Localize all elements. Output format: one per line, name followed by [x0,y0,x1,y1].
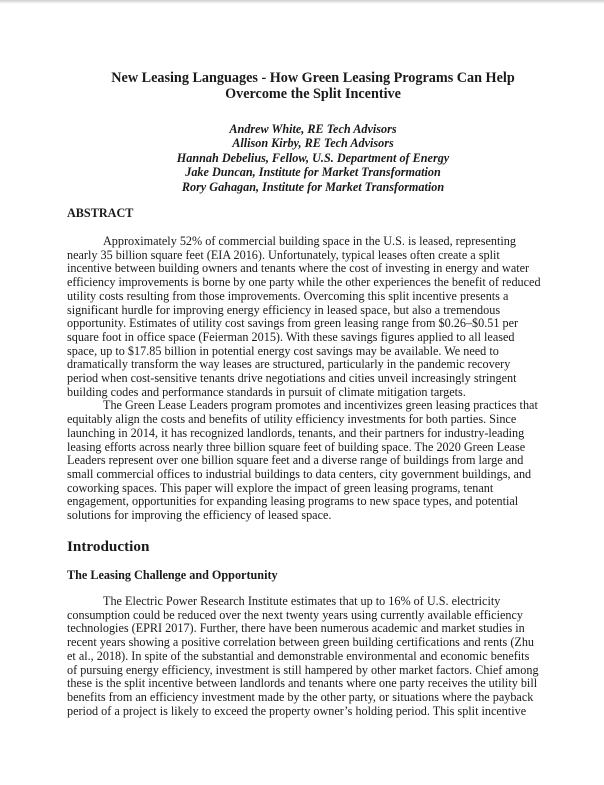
text-line: opportunity. Estimates of utility cost savings from green leasing range from $0.26–$0.51 per [67,316,519,331]
text-line: et al., 2018). In spite of the substantial and demonstrable environmental and economic benefits [67,648,530,663]
paper-title [0,70,604,102]
text-line: efficiency improvements is borne by one party while the other experiences the benefit of reduced [67,275,541,290]
text-line: coworking spaces. This paper will explore the impact of green leasing programs, tenant [67,480,494,495]
text-line: these is the split incentive between landlords and tenants where one party receives the utility bill [67,676,538,691]
viewer-top-edge [0,0,604,4]
text-line: technologies (EPRI 2017). Further, there have been numerous academic and market studies in [67,621,525,636]
text-line: utility costs resulting from those improvements. Overcoming this split incentive presents a [67,288,509,303]
abstract-heading: ABSTRACT [67,206,134,220]
text-line: incentive between building owners and tenants where the cost of investing in energy and water [67,261,530,276]
text-line: square foot in office space (Feierman 2015). With these savings figures applied to all leased [67,329,515,344]
text-line: Leaders represent over one billion square feet and a diverse range of buildings from large and [67,453,524,468]
text-line: period of a project is likely to exceed the property owner’s holding period. This split incentive [67,703,527,718]
text-line: engagement, opportunities for expanding leasing programs to new space types, and potential [67,494,519,509]
text-line: leasing efforts across nearly three billion square feet of building space. The 2020 Green Lease [67,439,526,454]
abstract-paragraph [67,235,547,523]
text-line: consumption could be reduced over the next twenty years using currently available efficiency [67,607,523,622]
author: Allison Kirby, RE Tech Advisors [232,136,394,151]
text-line: benefits from an efficiency investment made by the other party, or situations where the payback [67,689,534,704]
author: Andrew White, RE Tech Advisors [229,122,397,136]
text-line: Approximately 52% of commercial building space in the U.S. is leased, representing [103,234,516,248]
subsection-heading: The Leasing Challenge and Opportunity [67,568,278,582]
text-line: equitably align the costs and benefits of utility efficiency investments for both parties. Since [67,412,517,427]
text-line: significant hurdle for improving energy efficiency in leased space, but also a tremendous [67,302,501,317]
text-line: recent years showing a positive correlation between green building certifications and rents (Zhu [67,635,535,650]
introduction-paragraph [67,595,547,718]
author-list [0,122,604,194]
title-line: New Leasing Languages - How Green Leasing Programs Can Help [111,70,515,86]
title-line: Overcome the Split Incentive [225,86,401,102]
text-line: of pursuing energy efficiency, investment is still hampered by other market factors. Chief among [67,662,539,677]
section-heading-introduction: Introduction [67,538,150,555]
text-line: solutions for improving the efficiency of leased space. [67,508,332,523]
text-line: launching in 2014, it has recognized landlords, tenants, and their partners for industry-leading [67,425,525,440]
text-line: period when cost-sensitive tenants drive negotiations and cities unveil increasingly stringent [67,371,517,386]
author: Jake Duncan, Institute for Market Transformation [185,165,441,180]
author: Hannah Debelius, Fellow, U.S. Department of Energy [176,150,450,165]
text-line: nearly 35 billion square feet (EIA 2016). Unfortunately, typical leases often create a split [67,247,500,262]
text-line: dramatically transform the way leases are structured, particularly in the pandemic recovery [67,357,511,372]
text-line: building codes and performance standards in pursuit of climate mitigation targets. [67,384,466,399]
text-line: space, up to $17.85 billion in potential energy cost savings may be available. We need to [67,343,499,358]
author: Rory Gahagan, Institute for Market Transformation [181,179,445,194]
text-line: The Green Lease Leaders program promotes and incentivizes green leasing practices that [103,398,538,413]
text-line: small commercial offices to industrial buildings to data centers, city government buildings, and [67,466,532,481]
text-line: The Electric Power Research Institute estimates that up to 16% of U.S. electricity [103,594,501,608]
